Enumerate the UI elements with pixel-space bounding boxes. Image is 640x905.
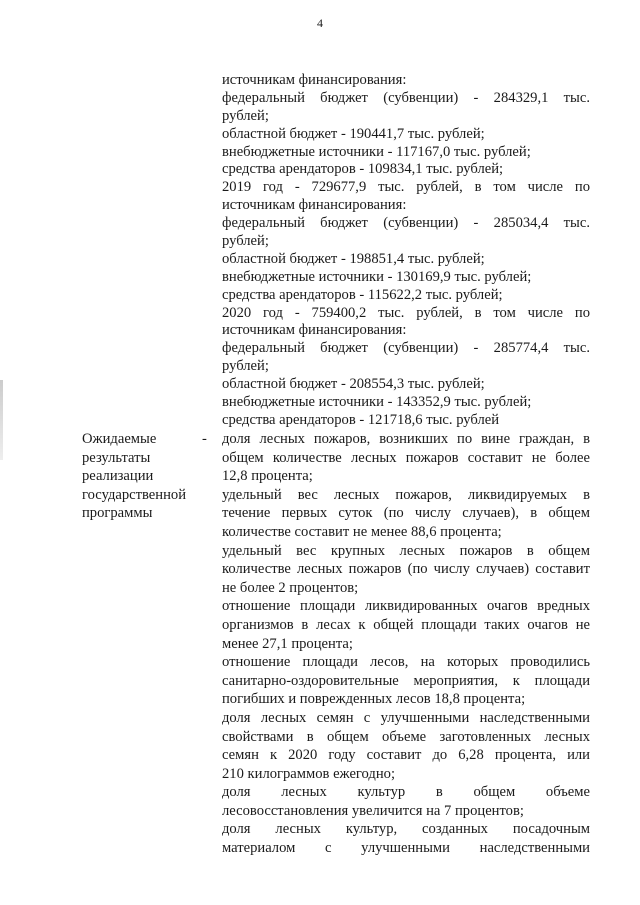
text-line: количестве лесных пожаров (по числу случаев) составит	[222, 561, 590, 578]
text-line: доля лесных семян с улучшенными наследственными	[222, 709, 590, 726]
text-line: областной бюджет - 190441,7 тыс. рублей;	[222, 125, 485, 142]
financing-paragraph	[222, 72, 590, 430]
text-line: источникам финансирования:	[222, 322, 407, 339]
text-line: рублей;	[222, 233, 269, 250]
text-line: областной бюджет - 198851,4 тыс. рублей;	[222, 250, 485, 267]
scan-margin-artifact	[0, 380, 3, 460]
text-line: лесовосстановления увеличится на 7 процентов;	[222, 802, 524, 819]
label-line: программы	[82, 505, 153, 522]
text-line: 2019 год - 729677,9 тыс. рублей, в том числе по	[222, 179, 590, 196]
text-line: удельный вес крупных лесных пожаров в общем	[222, 542, 590, 559]
expected-results-label	[82, 430, 222, 523]
text-line: общем количестве лесных пожаров составит не более	[222, 449, 590, 466]
text-line: рублей;	[222, 358, 269, 375]
text-line: средства арендаторов - 115622,2 тыс. рублей;	[222, 286, 503, 303]
text-line: федеральный бюджет (субвенции) - 285034,4 тыс.	[222, 215, 590, 232]
text-line: не более 2 процентов;	[222, 579, 359, 596]
text-line: организмов в лесах к общей площади таких очагов не	[222, 616, 590, 633]
text-line: 12,8 процента;	[222, 468, 313, 485]
text-line: удельный вес лесных пожаров, ликвидируемых в	[222, 486, 590, 503]
text-line: внебюджетные источники - 130169,9 тыс. рублей;	[222, 268, 532, 285]
text-line: количестве составит не менее 88,6 процента;	[222, 523, 502, 540]
text-line: погибших и поврежденных лесов 18,8 процента;	[222, 691, 526, 708]
page-number: 4	[317, 16, 323, 30]
label-line: государственной	[82, 486, 187, 503]
text-line: источникам финансирования:	[222, 72, 407, 88]
text-line: федеральный бюджет (субвенции) - 285774,4 тыс.	[222, 340, 590, 357]
text-line: семян к 2020 году составит до 6,28 процента, или	[222, 747, 590, 764]
text-line: санитарно-оздоровительные мероприятия, к площади	[222, 672, 590, 689]
text-line: отношение площади ликвидированных очагов вредных	[222, 598, 590, 615]
text-line: доля лесных пожаров, возникших по вине граждан, в	[222, 431, 590, 447]
text-line: областной бюджет - 208554,3 тыс. рублей;	[222, 376, 485, 393]
text-line: 2020 год - 759400,2 тыс. рублей, в том числе по	[222, 304, 590, 321]
expected-results-text	[222, 430, 590, 858]
text-line: рублей;	[222, 107, 269, 124]
text-line: федеральный бюджет (субвенции) - 284329,1 тыс.	[222, 89, 590, 106]
text-line: 210 килограммов ежегодно;	[222, 765, 396, 782]
text-line: внебюджетные источники - 143352,9 тыс. рублей;	[222, 394, 532, 411]
text-line: течение первых суток (по числу случаев), в общем	[222, 505, 590, 522]
text-line: отношение площади лесов, на которых проводились	[222, 654, 590, 671]
label-dash: -	[202, 431, 207, 447]
text-line: источникам финансирования:	[222, 197, 407, 214]
text-line: свойствами в общем объеме заготовленных лесных	[222, 728, 590, 745]
text-line: средства арендаторов - 109834,1 тыс. рублей;	[222, 161, 504, 178]
text-line: доля лесных культур, созданных посадочным	[222, 821, 590, 838]
text-line: внебюджетные источники - 117167,0 тыс. рублей;	[222, 143, 531, 160]
label-line: Ожидаемые	[82, 431, 157, 447]
text-line: материалом с улучшенными наследственными	[222, 840, 590, 857]
text-line: средства арендаторов - 121718,6 тыс. рублей	[222, 411, 500, 428]
label-line: реализации	[82, 468, 154, 485]
text-line: менее 27,1 процента;	[222, 635, 353, 652]
text-line: доля лесных культур в общем объеме	[222, 784, 590, 801]
label-line: результаты	[82, 449, 151, 466]
